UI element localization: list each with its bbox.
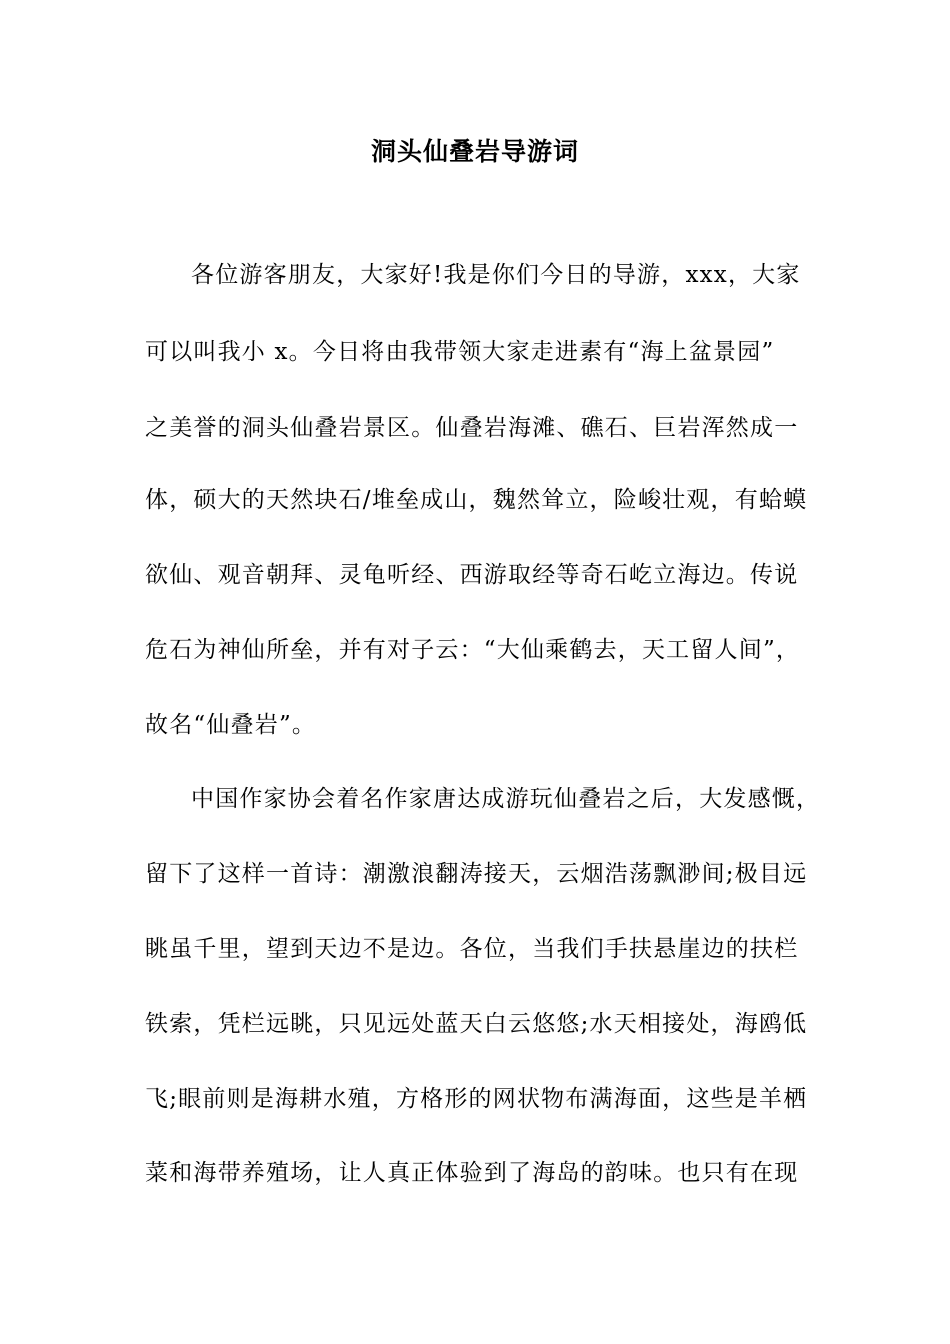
paragraph-2-line-6: 菜和海带养殖场，让人真正体验到了海岛的韵味。也只有在现 [145, 1160, 799, 1186]
paragraph-2-line-1: 中国作家协会着名作家唐达成游玩仙叠岩之后，大发感慨， [191, 786, 821, 812]
paragraph-2-line-2: 留下了这样一首诗：潮激浪翻涛接天，云烟浩荡飘渺间;极目远 [145, 861, 808, 887]
paragraph-1-line-4: 体，硕大的天然块石/堆垒成山，魏然耸立，险峻壮观，有蛤蟆 [145, 487, 808, 513]
paragraph-1-line-1: 各位游客朋友，大家好!我是你们今日的导游，xxx，大家 [191, 262, 801, 288]
paragraph-1-line-2: 可以叫我小 x。今日将由我带领大家走进素有“海上盆景园” [145, 339, 775, 365]
document-title: 洞头仙叠岩导游词 [370, 137, 579, 166]
paragraph-2-line-3: 眺虽千里，望到天边不是边。各位，当我们手扶悬崖边的扶栏 [145, 936, 799, 962]
paragraph-1-line-3: 之美誉的洞头仙叠岩景区。仙叠岩海滩、礁石、巨岩浑然成一 [145, 415, 799, 441]
paragraph-2-line-4: 铁索，凭栏远眺，只见远处蓝天白云悠悠;水天相接处，海鸥低 [145, 1011, 808, 1037]
paragraph-1-line-7: 故名“仙叠岩”。 [145, 712, 317, 738]
paragraph-1-line-5: 欲仙、观音朝拜、灵龟听经、西游取经等奇石屹立海边。传说 [145, 562, 799, 588]
paragraph-2-line-5: 飞;眼前则是海耕水殖，方格形的网状物布满海面，这些是羊栖 [145, 1086, 808, 1112]
paragraph-1-line-6: 危石为神仙所垒，并有对子云：“大仙乘鹤去，天工留人间”， [145, 637, 801, 663]
